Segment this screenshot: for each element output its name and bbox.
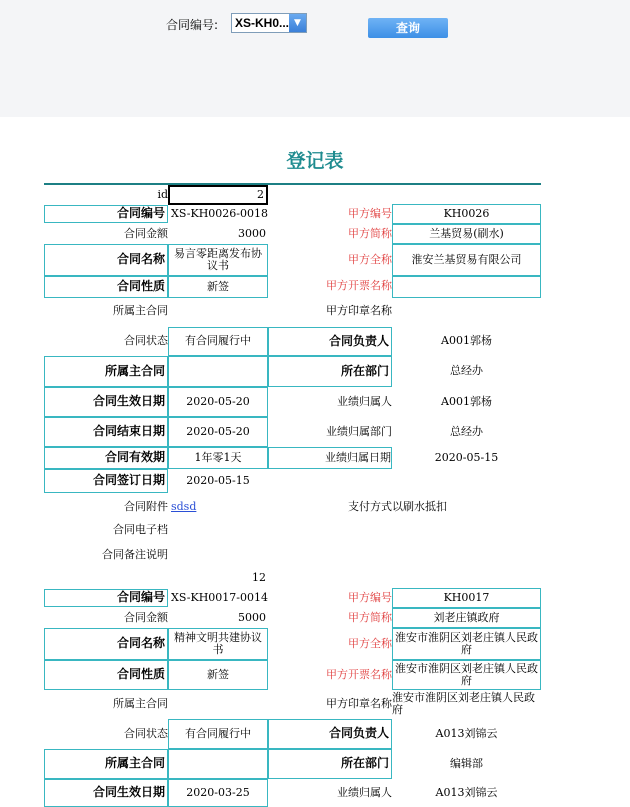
contract-code-select[interactable] xyxy=(231,13,307,33)
attachment-label: 合同附件 xyxy=(124,499,168,513)
attachment-link[interactable]: sdsd xyxy=(171,499,197,513)
code-value: XS-KH0017-0014 xyxy=(171,590,269,604)
valid-period-value: 1年零1天 xyxy=(168,447,268,469)
name-label: 合同名称 xyxy=(44,628,168,660)
party-invoice-value xyxy=(392,276,541,298)
party-seal-label: 甲方印章名称 xyxy=(326,696,392,710)
pay-method-label: 支付方式 xyxy=(348,499,392,513)
start-date-value: 2020-03-25 xyxy=(168,779,268,807)
name-value: 精神文明共建协议书 xyxy=(168,628,268,660)
status-label: 合同状态 xyxy=(124,727,168,741)
start-date-value: 2020-05-20 xyxy=(168,387,268,417)
status-value: 有合同履行中 xyxy=(168,327,268,356)
perf-dept-value: 总经办 xyxy=(450,424,483,438)
party-full-label: 甲方全称 xyxy=(348,252,392,266)
nature-label: 合同性质 xyxy=(44,276,168,298)
id-value: 2 xyxy=(168,185,268,205)
party-seal-label: 甲方印章名称 xyxy=(326,303,392,317)
dept-label: 所在部门 xyxy=(268,356,392,387)
start-date-label: 合同生效日期 xyxy=(44,779,168,807)
party-short-label: 甲方简称 xyxy=(348,226,392,240)
perf-value: A001郭杨 xyxy=(441,394,492,408)
search-bar xyxy=(0,0,630,117)
main-contract2-label: 所属主合同 xyxy=(44,749,168,779)
title-divider xyxy=(44,183,541,185)
amount-value: 3000 xyxy=(238,226,266,240)
party-full-value: 淮安市淮阴区刘老庄镇人民政府 xyxy=(392,628,541,660)
dept-value: 编辑部 xyxy=(450,756,483,770)
pay-method-value: 以刷水抵扣 xyxy=(392,499,447,513)
perf-dept-label: 业绩归属部门 xyxy=(326,424,392,438)
perf-date-value: 2020-05-15 xyxy=(434,450,499,464)
amount-value: 5000 xyxy=(238,610,266,624)
sign-date-label: 合同签订日期 xyxy=(44,469,168,493)
main-contract2-label: 所属主合同 xyxy=(44,356,168,387)
party-full-label: 甲方全称 xyxy=(348,636,392,650)
status-value: 有合同履行中 xyxy=(168,719,268,749)
perf-label: 业绩归属人 xyxy=(337,785,392,799)
dept-value: 总经办 xyxy=(450,364,483,378)
party-short-label: 甲方简称 xyxy=(348,610,392,624)
status-label: 合同状态 xyxy=(124,333,168,347)
sign-date-value: 2020-05-15 xyxy=(186,473,250,487)
party-invoice-label: 甲方开票名称 xyxy=(326,667,392,681)
remark-label: 合同备注说明 xyxy=(102,547,168,561)
name-label: 合同名称 xyxy=(44,244,168,276)
page-title: 登记表 xyxy=(286,150,344,172)
contract-code-value: XS-KH0... xyxy=(235,16,290,30)
id-value: 12 xyxy=(252,570,266,584)
main-contract-label: 所属主合同 xyxy=(113,696,168,710)
name-value: 易言零距离发布协议书 xyxy=(168,244,268,276)
nature-label: 合同性质 xyxy=(44,660,168,690)
id-label: id xyxy=(157,187,168,201)
party-code-label: 甲方编号 xyxy=(348,206,392,220)
party-seal-value: 淮安市淮阴区刘老庄镇人民政府 xyxy=(392,690,535,716)
contract-code-label: 合同编号: xyxy=(166,18,219,32)
valid-period-label: 合同有效期 xyxy=(44,447,168,469)
party-full-value: 淮安兰基贸易有限公司 xyxy=(392,244,541,276)
main-contract2-value xyxy=(168,356,268,387)
code-label: 合同编号 xyxy=(44,589,168,607)
end-date-label: 合同结束日期 xyxy=(44,417,168,447)
party-code-value: KH0026 xyxy=(392,204,541,224)
dept-label: 所在部门 xyxy=(268,749,392,779)
end-date-value: 2020-05-20 xyxy=(168,417,268,447)
edoc-label: 合同电子档 xyxy=(113,522,168,536)
party-seal-value xyxy=(392,300,541,322)
party-code-value: KH0017 xyxy=(392,588,541,608)
party-code-label: 甲方编号 xyxy=(348,590,392,604)
owner-label: 合同负责人 xyxy=(268,719,392,749)
owner-value: A001郭杨 xyxy=(441,334,492,348)
owner-value: A013刘锦云 xyxy=(435,726,498,740)
party-invoice-label: 甲方开票名称 xyxy=(326,278,392,292)
chevron-down-icon[interactable]: ▼ xyxy=(289,14,306,32)
code-label: 合同编号 xyxy=(44,205,168,223)
query-button[interactable]: 查询 xyxy=(368,18,448,38)
perf-label: 业绩归属人 xyxy=(337,394,392,408)
nature-value: 新签 xyxy=(168,660,268,690)
party-short-value: 兰基贸易(刷水) xyxy=(392,224,541,244)
nature-value: 新签 xyxy=(168,276,268,298)
main-contract2-value xyxy=(168,749,268,779)
party-invoice-value: 淮安市淮阴区刘老庄镇人民政府 xyxy=(392,660,541,690)
owner-label: 合同负责人 xyxy=(268,327,392,356)
party-short-value: 刘老庄镇政府 xyxy=(392,608,541,628)
amount-label: 合同金额 xyxy=(124,226,168,240)
amount-label: 合同金额 xyxy=(124,610,168,624)
perf-date-label: 业绩归属日期 xyxy=(268,447,392,469)
code-value: XS-KH0026-0018 xyxy=(171,206,269,220)
perf-value: A013刘锦云 xyxy=(435,785,498,799)
main-contract-label: 所属主合同 xyxy=(113,303,168,317)
start-date-label: 合同生效日期 xyxy=(44,387,168,417)
